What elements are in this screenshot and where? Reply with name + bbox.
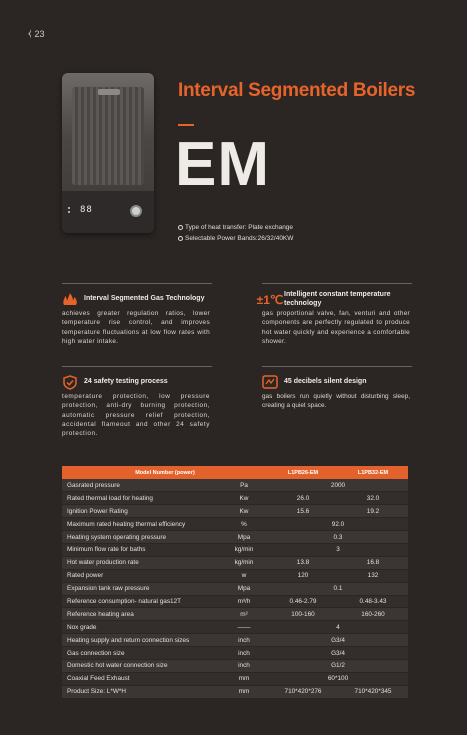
row-value: G3/4 xyxy=(268,634,408,647)
feature-divider xyxy=(62,283,212,284)
row-value-26: 15.6 xyxy=(268,505,338,518)
row-value-32: 160-260 xyxy=(338,608,408,621)
row-unit: m³/h xyxy=(220,595,268,608)
table-row xyxy=(62,595,408,608)
row-label: Minimum flow rate for baths xyxy=(62,543,220,556)
row-unit: Mpa xyxy=(220,582,268,595)
row-unit: kg/min xyxy=(220,543,268,556)
row-unit: inch xyxy=(220,634,268,647)
row-unit: —— xyxy=(220,621,268,634)
row-unit: kg/min xyxy=(220,556,268,569)
feature-title: Interval Segmented Gas Technology xyxy=(84,294,205,302)
row-value-32: 19.2 xyxy=(338,505,408,518)
table-row xyxy=(62,685,408,698)
row-value-26: 710*420*276 xyxy=(268,685,338,698)
row-unit: m² xyxy=(220,608,268,621)
model-name: EM xyxy=(175,130,270,199)
series-title: Interval Segmented Boilers xyxy=(178,80,416,101)
row-label: Heating system operating pressure xyxy=(62,531,220,544)
row-label: Hot water production rate xyxy=(62,556,220,569)
boiler-knob-icon xyxy=(130,205,142,217)
feature-header xyxy=(62,374,168,390)
feature-header xyxy=(62,291,204,307)
feature-title: Intelligent constant temperature technology xyxy=(284,291,391,307)
spec-table-header xyxy=(62,466,408,479)
row-value: 92.0 xyxy=(268,518,408,531)
header-model-26: L1PB26-EM xyxy=(268,466,338,479)
row-value-26: 120 xyxy=(268,569,338,582)
row-label: Gas connection size xyxy=(62,647,220,660)
row-unit: mm xyxy=(220,672,268,685)
table-row xyxy=(62,531,408,544)
bullet-icon xyxy=(178,236,183,241)
row-value: 60*100 xyxy=(268,672,408,685)
table-row xyxy=(62,569,408,582)
row-unit: % xyxy=(220,518,268,531)
page-number xyxy=(28,28,45,39)
feature-description: gas boilers run quietly without disturbing sleep, creating a quiet space. xyxy=(262,393,410,410)
row-unit: Kw xyxy=(220,492,268,505)
row-value-26: 100-160 xyxy=(268,608,338,621)
row-value-32: 132 xyxy=(338,569,408,582)
spec-table xyxy=(62,466,408,699)
row-value: G1/2 xyxy=(268,659,408,672)
feature-divider xyxy=(262,366,412,367)
table-row xyxy=(62,543,408,556)
boiler-logo xyxy=(98,89,120,95)
table-row xyxy=(62,505,408,518)
flame-icon xyxy=(62,291,78,307)
row-label: Product Size: L*W*H xyxy=(62,685,220,698)
header-model-32: L1PB32-EM xyxy=(338,466,408,479)
row-value-32: 0.48-3.43 xyxy=(338,595,408,608)
title-divider xyxy=(178,124,194,126)
row-value: 3 xyxy=(268,543,408,556)
row-label: Maximum rated heating thermal efficiency xyxy=(62,518,220,531)
row-value-26: 0.46-2.79 xyxy=(268,595,338,608)
table-row xyxy=(62,556,408,569)
table-row xyxy=(62,518,408,531)
row-unit: Pa xyxy=(220,479,268,492)
table-row xyxy=(62,582,408,595)
table-row xyxy=(62,634,408,647)
feature-divider xyxy=(262,283,412,284)
boiler-front-panel xyxy=(72,87,144,185)
temperature-icon: ±1℃ xyxy=(256,292,284,307)
boiler-indicator-icon xyxy=(68,207,76,213)
feature-title: 24 safety testing process xyxy=(84,377,168,385)
silent-icon xyxy=(262,374,278,390)
row-label: Heating supply and return connection sizes xyxy=(62,634,220,647)
row-unit: mm xyxy=(220,685,268,698)
feature-header xyxy=(262,374,366,390)
row-label: Ignition Power Rating xyxy=(62,505,220,518)
shield-check-icon xyxy=(62,374,78,390)
row-unit: Kw xyxy=(220,505,268,518)
row-unit: inch xyxy=(220,659,268,672)
row-value-26: 13.8 xyxy=(268,556,338,569)
row-label: Domestic hot water connection size xyxy=(62,659,220,672)
page-number-text: 23 xyxy=(34,28,45,39)
table-row xyxy=(62,608,408,621)
row-label: Coaxial Feed Exhaust xyxy=(62,672,220,685)
row-value-32: 16.8 xyxy=(338,556,408,569)
table-row xyxy=(62,479,408,492)
row-unit: inch xyxy=(220,647,268,660)
row-value: 4 xyxy=(268,621,408,634)
spec-line: Selectable Power Bands:26/32/40KW xyxy=(178,233,293,244)
row-value-32: 32.0 xyxy=(338,492,408,505)
row-label: Gasrated pressure xyxy=(62,479,220,492)
boiler-product-image xyxy=(62,73,154,233)
row-label: Expansion tank raw pressure xyxy=(62,582,220,595)
row-value: 0.3 xyxy=(268,531,408,544)
page-mark-icon: ⧼ xyxy=(28,28,31,39)
spec-line: Type of heat transfer: Plate exchange xyxy=(178,222,293,233)
row-value: 2000 xyxy=(268,479,408,492)
table-row xyxy=(62,621,408,634)
row-unit: w xyxy=(220,569,268,582)
feature-description: achieves greater regulation ratios, lower temperature rise control, and improves temperature fluctuations at low flow rates with high water intake. xyxy=(62,310,210,345)
header-model-number: Model Number (power) xyxy=(62,466,268,479)
row-label: Reference heating area xyxy=(62,608,220,621)
table-row xyxy=(62,647,408,660)
row-label: Rated power xyxy=(62,569,220,582)
row-unit: Mpa xyxy=(220,531,268,544)
table-row xyxy=(62,672,408,685)
row-value: G3/4 xyxy=(268,647,408,660)
feature-header xyxy=(256,291,404,308)
feature-title: 45 decibels silent design xyxy=(284,377,367,385)
table-row xyxy=(62,492,408,505)
row-label: Nox grade xyxy=(62,621,220,634)
row-value-32: 710*420*345 xyxy=(338,685,408,698)
boiler-display: 88 xyxy=(80,205,93,215)
row-label: Reference consumption- natural gas12T xyxy=(62,595,220,608)
feature-description: gas proportional valve, fan, venturi and other components are perfectly regulated to produce hot water quickly and experience a comfortable shower. xyxy=(262,310,410,345)
product-spec-list xyxy=(178,222,293,244)
row-value-26: 26.0 xyxy=(268,492,338,505)
feature-divider xyxy=(62,366,212,367)
row-label: Rated thermal load for heating xyxy=(62,492,220,505)
table-row xyxy=(62,659,408,672)
bullet-icon xyxy=(178,225,183,230)
row-value: 0.1 xyxy=(268,582,408,595)
feature-description: temperature protection, low pressure protection, anti-dry burning protection, automatic pressure relief protection, accidental flameout and other 24 safety protection. xyxy=(62,393,210,438)
